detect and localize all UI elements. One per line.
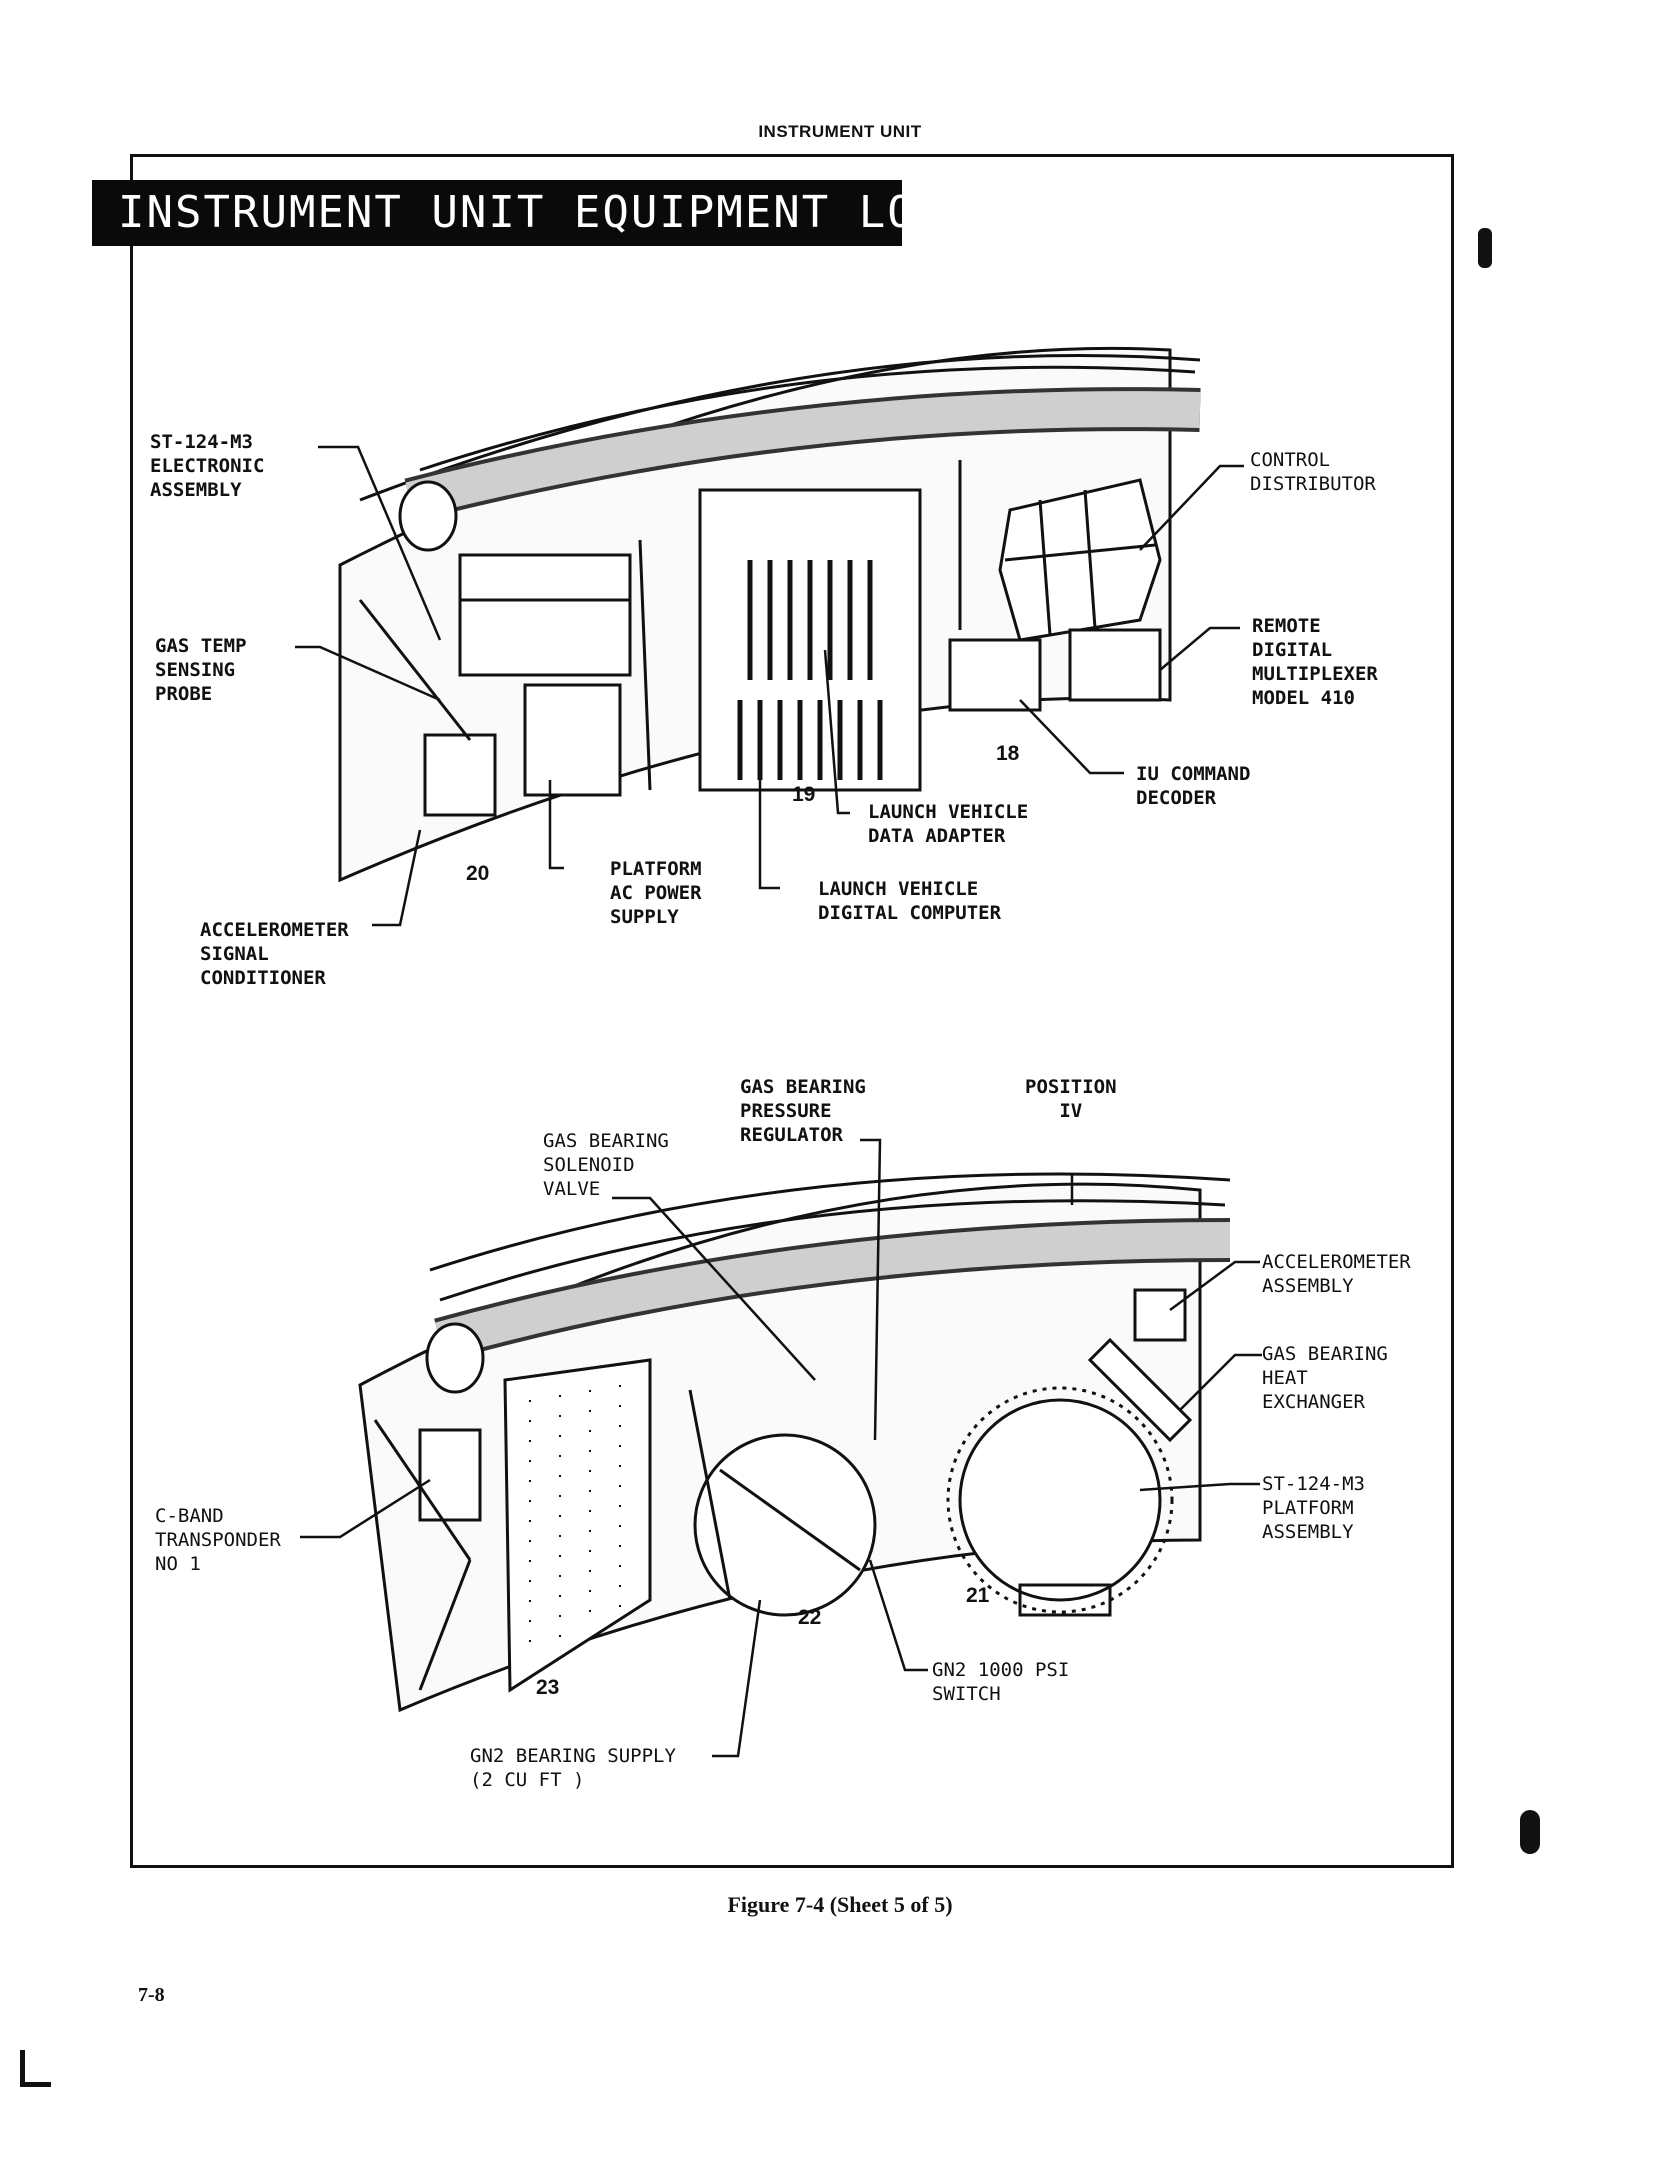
label-gn2-bearing-supply: GN2 BEARING SUPPLY (2 CU FT ) bbox=[470, 1745, 676, 1791]
corner-crop-mark bbox=[20, 2050, 51, 2087]
label-st124-platform-assembly: ST-124-M3 PLATFORM ASSEMBLY bbox=[1262, 1473, 1365, 1543]
position-number-22: 22 bbox=[798, 1606, 822, 1629]
top-instrument-unit-drawing bbox=[340, 348, 1200, 880]
position-number-19: 19 bbox=[792, 783, 816, 806]
bottom-instrument-unit-drawing bbox=[360, 1174, 1230, 1710]
label-control-distributor: CONTROL DISTRIBUTOR bbox=[1250, 449, 1376, 495]
figure-caption: Figure 7-4 (Sheet 5 of 5) bbox=[727, 1892, 953, 1917]
label-gas-bearing-pressure-regulator: GAS BEARING PRESSURE REGULATOR bbox=[740, 1076, 866, 1146]
label-gn2-1000-psi-switch: GN2 1000 PSI SWITCH bbox=[932, 1659, 1070, 1705]
label-position-iv: POSITION IV bbox=[1025, 1076, 1117, 1122]
position-number-23: 23 bbox=[536, 1676, 560, 1699]
binder-hole-mark bbox=[1520, 1810, 1540, 1854]
label-st124-electronic-assembly: ST-124-M3 ELECTRONIC ASSEMBLY bbox=[150, 431, 265, 501]
label-platform-ac-power-supply: PLATFORM AC POWER SUPPLY bbox=[610, 858, 702, 928]
figure-title-banner: INSTRUMENT UNIT EQUIPMENT LOCATIONS bbox=[92, 180, 902, 246]
position-number-21: 21 bbox=[966, 1584, 990, 1607]
label-gas-bearing-solenoid-valve: GAS BEARING SOLENOID VALVE bbox=[543, 1130, 669, 1200]
label-remote-digital-multiplexer: REMOTE DIGITAL MULTIPLEXER MODEL 410 bbox=[1252, 615, 1378, 709]
position-number-18: 18 bbox=[996, 742, 1020, 765]
label-c-band-transponder: C-BAND TRANSPONDER NO 1 bbox=[155, 1505, 281, 1575]
label-iu-command-decoder: IU COMMAND DECODER bbox=[1136, 763, 1251, 809]
label-gas-bearing-heat-exchanger: GAS BEARING HEAT EXCHANGER bbox=[1262, 1343, 1388, 1413]
position-number-20: 20 bbox=[466, 862, 490, 885]
page-number: 7-8 bbox=[138, 1984, 165, 2006]
label-accelerometer-signal-conditioner: ACCELEROMETER SIGNAL CONDITIONER bbox=[200, 919, 349, 989]
label-launch-vehicle-data-adapter: LAUNCH VEHICLE DATA ADAPTER bbox=[868, 801, 1029, 847]
label-accelerometer-assembly: ACCELEROMETER ASSEMBLY bbox=[1262, 1251, 1411, 1297]
running-header: INSTRUMENT UNIT bbox=[758, 122, 922, 141]
label-launch-vehicle-digital-computer: LAUNCH VEHICLE DIGITAL COMPUTER bbox=[818, 878, 1002, 924]
label-gas-temp-sensing-probe: GAS TEMP SENSING PROBE bbox=[155, 635, 247, 705]
binder-hole-mark bbox=[1478, 228, 1492, 268]
